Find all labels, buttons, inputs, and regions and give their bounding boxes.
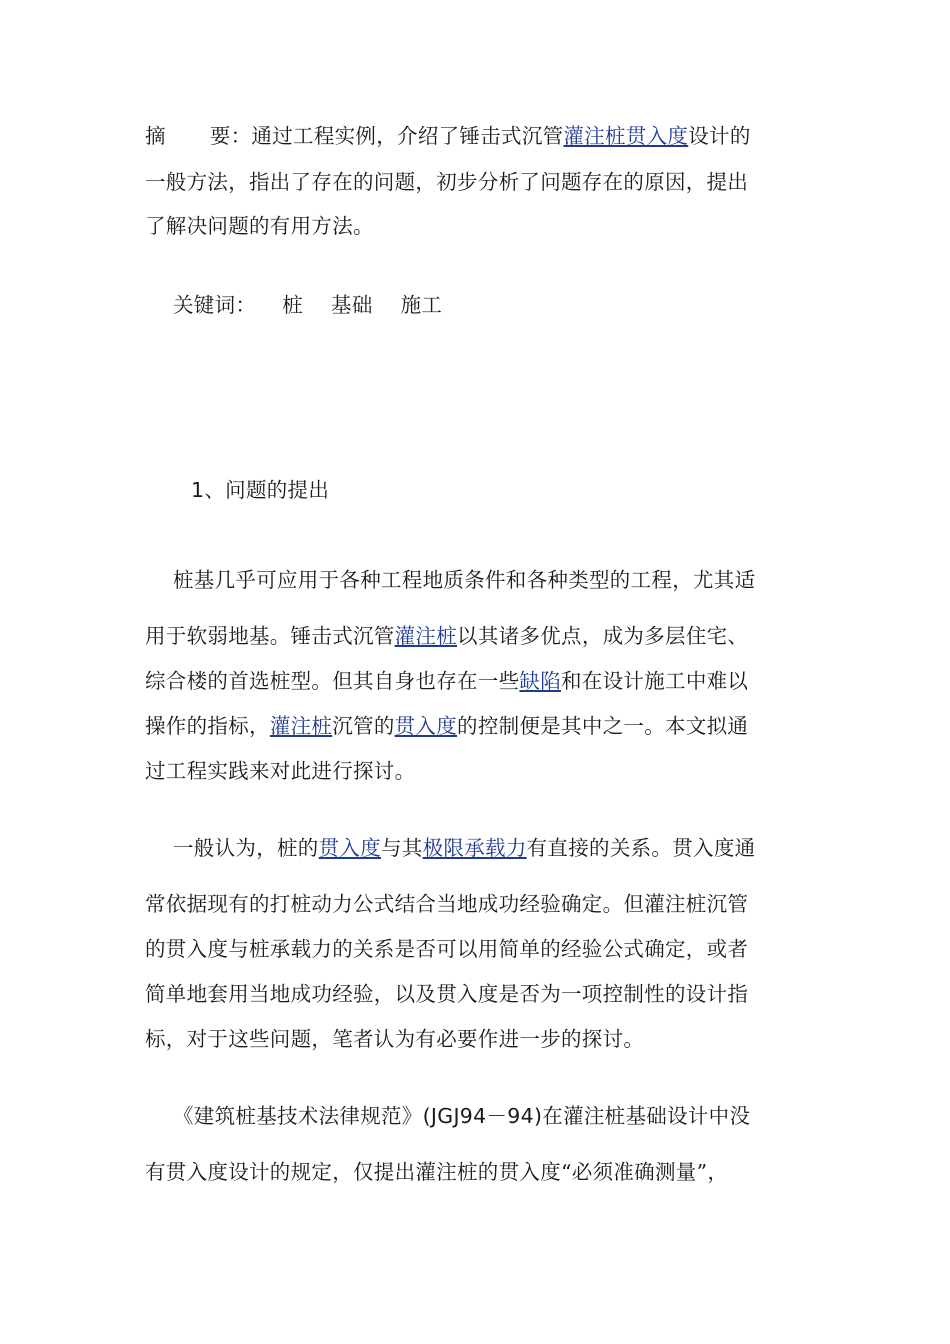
abstract-text: 设计的 — [688, 124, 751, 148]
p1-line-2 — [145, 622, 748, 650]
p1-line-5: 过工程实践来对此进行探讨。 — [145, 759, 416, 783]
p2-text: 与其 — [381, 836, 423, 860]
p1-text: 用于软弱地基。锤击式沉管 — [145, 624, 395, 648]
p3-text: 《建筑桩基技术法律规范》 — [173, 1104, 423, 1128]
p1-line-4 — [145, 712, 748, 740]
link-cast-pile[interactable]: 灌注桩 — [394, 624, 458, 648]
p2-line-2: 常依据现有的打桩动力公式结合当地成功经验确定。但灌注桩沉管 — [145, 892, 749, 916]
p1-line-3 — [145, 667, 748, 695]
abstract-label-a: 摘 — [145, 124, 166, 148]
link-defect[interactable]: 缺陷 — [519, 669, 562, 693]
p2-line-1 — [173, 834, 755, 862]
keyword-item: 基础 — [331, 293, 373, 317]
p2-text: 有直接的关系。贯入度通 — [526, 836, 756, 860]
section-title: 、问题的提出 — [204, 478, 330, 502]
keyword-item: 桩 — [282, 293, 304, 317]
link-cast-pile[interactable]: 灌注桩 — [269, 714, 333, 738]
keyword-item: 施工 — [400, 293, 443, 317]
p3-line-2: 有贯入度设计的规定，仅提出灌注桩的贯入度“必须准确测量”， — [145, 1160, 729, 1184]
p1-text: 以其诸多优点，成为多层住宅、 — [457, 624, 749, 648]
p2-text: 一般认为，桩的 — [173, 836, 319, 860]
section-heading — [191, 476, 329, 504]
p1-text: 的控制便是其中之一。本文拟通 — [457, 714, 749, 738]
p2-line-5: 标，对于这些问题，笔者认为有必要作进一步的探讨。 — [145, 1027, 645, 1051]
p3-text: 在灌注桩基础设计中没 — [542, 1104, 751, 1128]
abstract-text: 通过工程实例，介绍了锤击式沉管 — [251, 124, 564, 148]
abstract-line-3: 了解决问题的有用方法。 — [145, 214, 374, 238]
p1-text: 综合楼的首选桩型。但其自身也存在一些 — [145, 669, 520, 693]
abstract-label-b: 要： — [209, 124, 252, 148]
link-penetration[interactable]: 贯入度 — [318, 836, 382, 860]
p1-text: 和在设计施工中难以 — [561, 669, 749, 693]
link-ultimate-bearing-capacity[interactable]: 极限承载力 — [422, 836, 527, 860]
section-number: 1 — [191, 478, 205, 502]
p1-text: 操作的指标， — [145, 714, 270, 738]
link-penetration[interactable]: 贯入度 — [394, 714, 458, 738]
keywords-line — [173, 291, 442, 319]
abstract-line-1 — [145, 122, 751, 150]
keywords-label: 关键词： — [173, 293, 257, 317]
p1-line-1: 桩基几乎可应用于各种工程地质条件和各种类型的工程，尤其适 — [173, 568, 756, 592]
p3-line-1 — [173, 1102, 750, 1130]
abstract-line-2: 一般方法，指出了存在的问题，初步分析了问题存在的原因，提出 — [145, 170, 749, 194]
p1-text: 沉管的 — [332, 714, 395, 738]
link-pile-penetration[interactable]: 灌注桩贯入度 — [563, 124, 689, 148]
standard-code: (JGJ94－94) — [422, 1104, 543, 1128]
p2-line-3: 的贯入度与桩承载力的关系是否可以用简单的经验公式确定，或者 — [145, 937, 749, 961]
p2-line-4: 简单地套用当地成功经验，以及贯入度是否为一项控制性的设计指 — [145, 982, 749, 1006]
